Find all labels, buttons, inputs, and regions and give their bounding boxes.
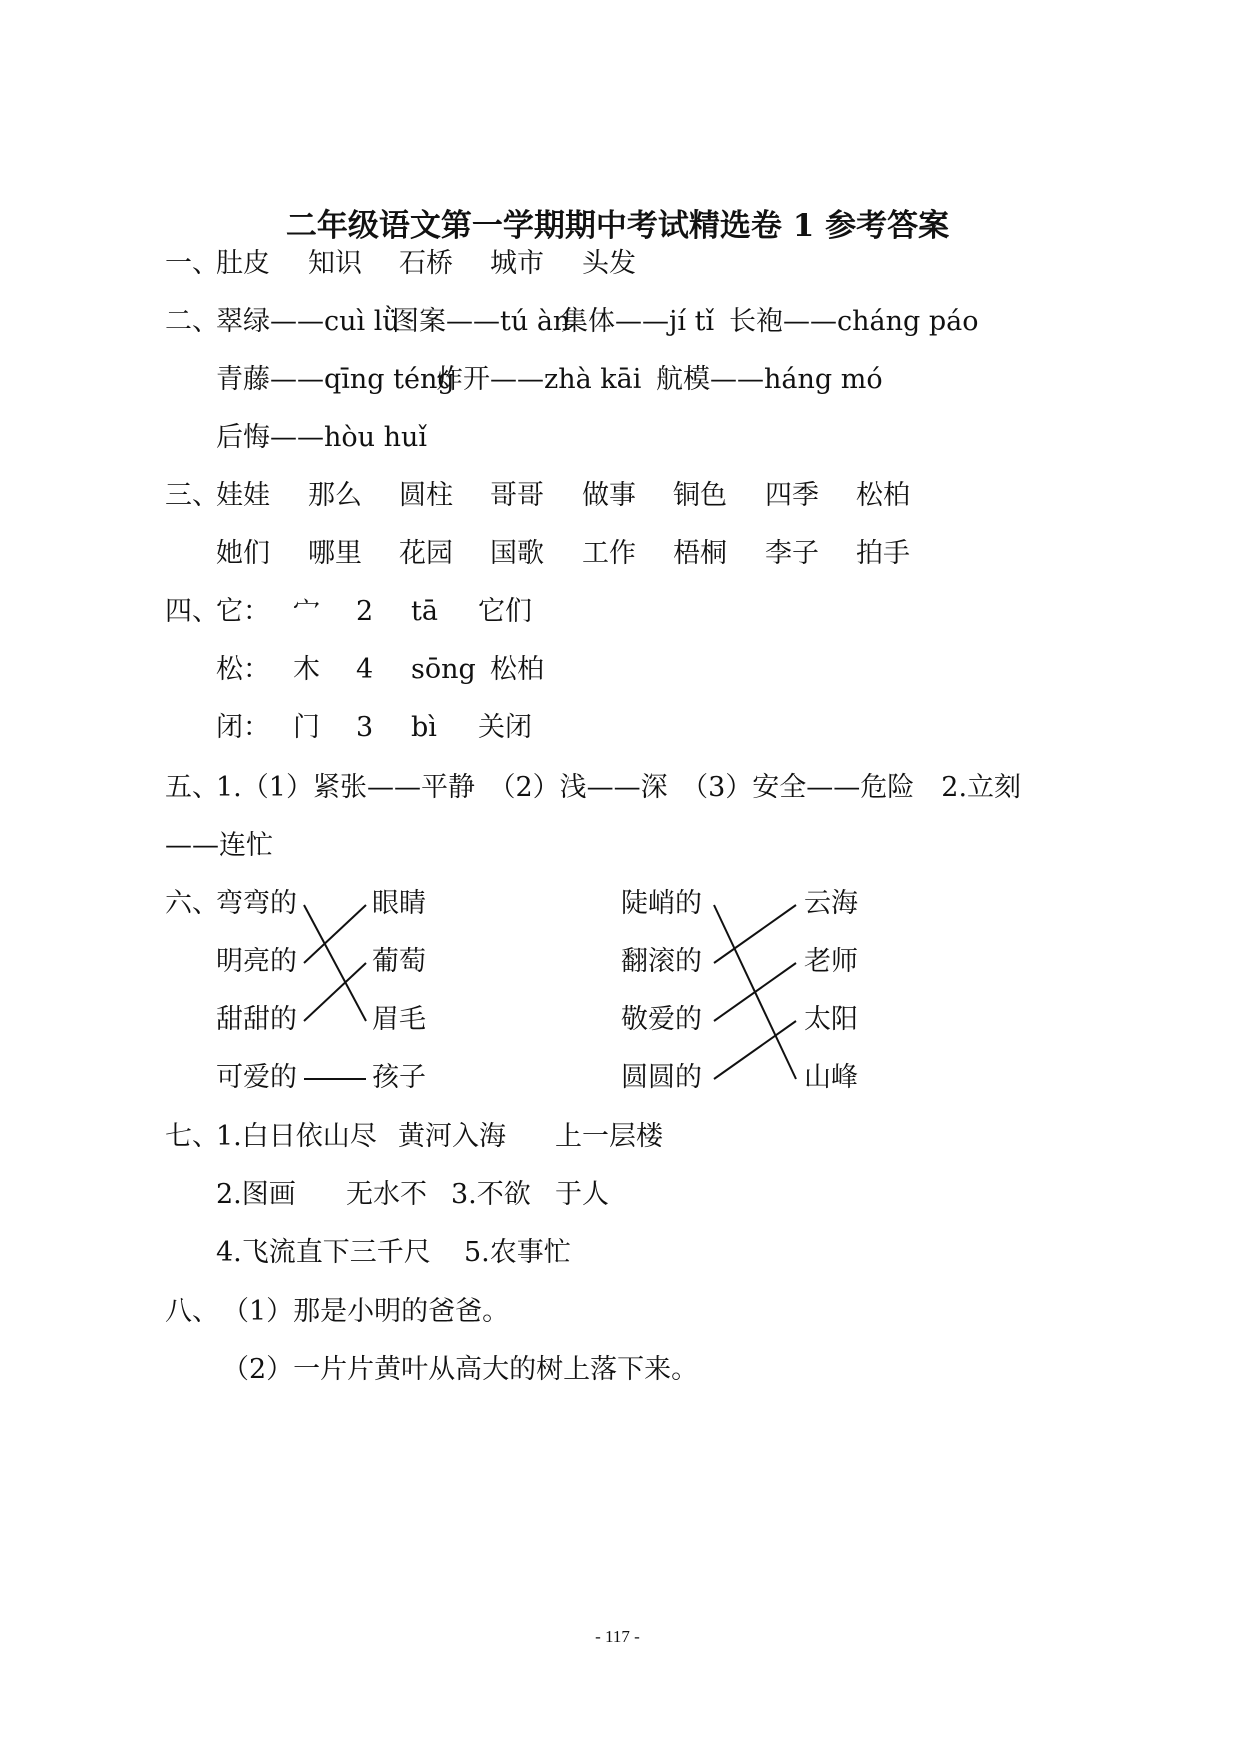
answer-word: 国歌 <box>490 538 544 569</box>
poem-answer: 黄河入海 <box>398 1121 506 1152</box>
pinyin-answer: 航模——háng mó <box>656 364 883 395</box>
poem-answer: 无水不 <box>346 1179 427 1210</box>
radical: 宀 <box>293 596 320 627</box>
match-right-b: 山峰 <box>804 1062 858 1093</box>
answer-word: 做事 <box>582 480 636 511</box>
section-label: 三、 <box>165 480 219 511</box>
answer-word: 石桥 <box>399 248 453 279</box>
answer-word: 李子 <box>765 538 819 569</box>
answer-word: 那么 <box>308 480 362 511</box>
pinyin: tā <box>411 596 438 627</box>
formed-word: 它们 <box>478 596 532 627</box>
section-label: 四、 <box>165 596 219 627</box>
group-b-match-line-4 <box>714 1021 796 1079</box>
antonym-answers: 1.（1）紧张——平静 （2）浅——深 （3）安全——危险 2.立刻 <box>216 772 1022 803</box>
match-left-b: 翻滚的 <box>621 946 702 977</box>
section-label: 六、 <box>165 888 219 919</box>
answer-word: 娃娃 <box>216 480 270 511</box>
answer-word: 城市 <box>490 248 544 279</box>
poem-answer: 上一层楼 <box>555 1121 663 1152</box>
pinyin-answer: 长袍——cháng páo <box>729 306 979 337</box>
group-b-match-line-3 <box>714 963 796 1021</box>
group-b-match-line-2 <box>714 905 796 963</box>
pinyin-answer: 集体——jí tǐ <box>561 306 715 337</box>
answer-word: 哥哥 <box>490 480 544 511</box>
page-number: - 117 - <box>595 1627 640 1646</box>
section-label: 五、 <box>165 772 219 803</box>
pinyin-answer: 青藤——qīng téng <box>216 364 455 395</box>
sentence-answer: （1）那是小明的爸爸。 <box>222 1296 510 1327</box>
match-left-b: 陡峭的 <box>621 888 702 919</box>
target-character: 闭： <box>216 712 270 743</box>
answer-word: 花园 <box>399 538 453 569</box>
match-left-a: 甜甜的 <box>216 1004 297 1035</box>
section-label: 八、 <box>165 1296 219 1327</box>
page-title: 二年级语文第一学期期中考试精选卷 1 参考答案 <box>285 208 950 244</box>
poem-answer: 于人 <box>555 1179 609 1210</box>
answer-word: 工作 <box>582 538 636 569</box>
match-right-a: 眼睛 <box>372 888 426 919</box>
answer-word: 四季 <box>765 480 819 511</box>
stroke-count: 2 <box>356 596 374 627</box>
group-a-match-line-1 <box>304 905 366 1021</box>
pinyin: bì <box>411 712 437 743</box>
answer-word: 头发 <box>582 248 636 279</box>
formed-word: 关闭 <box>478 712 532 743</box>
antonym-answers-continued: ——连忙 <box>165 830 273 861</box>
section-label: 七、 <box>165 1121 219 1152</box>
match-left-a: 可爱的 <box>216 1062 297 1093</box>
match-right-b: 云海 <box>804 888 858 919</box>
section-label: 一、 <box>165 248 219 279</box>
stroke-count: 3 <box>356 712 374 743</box>
poem-answer: 4.飞流直下三千尺 <box>216 1237 431 1268</box>
match-right-b: 老师 <box>804 946 858 977</box>
match-right-b: 太阳 <box>804 1004 858 1035</box>
answer-word: 拍手 <box>856 538 910 569</box>
poem-answer: 3.不欲 <box>451 1179 531 1210</box>
stroke-count: 4 <box>356 654 374 685</box>
answer-word: 哪里 <box>308 538 362 569</box>
answer-word: 肚皮 <box>216 248 270 279</box>
group-a-match-line-3 <box>304 963 366 1021</box>
radical: 木 <box>293 654 320 685</box>
group-a-match-line-2 <box>304 905 366 963</box>
answer-word: 她们 <box>216 538 270 569</box>
poem-answer: 2.图画 <box>216 1179 296 1210</box>
match-left-a: 弯弯的 <box>216 888 297 919</box>
radical: 门 <box>293 712 320 743</box>
section-label: 二、 <box>165 306 219 337</box>
formed-word: 松柏 <box>490 654 544 685</box>
answer-word: 圆柱 <box>399 480 453 511</box>
match-left-b: 敬爱的 <box>621 1004 702 1035</box>
pinyin-answer: 炸开——zhà kāi <box>436 364 642 395</box>
match-left-b: 圆圆的 <box>621 1062 702 1093</box>
answer-word: 知识 <box>308 248 362 279</box>
target-character: 它： <box>216 596 270 627</box>
pinyin-answer: 后悔——hòu huǐ <box>216 422 428 453</box>
poem-answer: 5.农事忙 <box>464 1237 571 1268</box>
answer-word: 松柏 <box>856 480 910 511</box>
match-right-a: 孩子 <box>372 1062 426 1093</box>
match-left-a: 明亮的 <box>216 946 297 977</box>
answer-word: 梧桐 <box>673 538 727 569</box>
match-right-a: 眉毛 <box>372 1004 426 1035</box>
pinyin: sōng <box>411 654 476 685</box>
poem-answer: 1.白日依山尽 <box>216 1121 377 1152</box>
pinyin-answer: 翠绿——cuì lǜ <box>216 306 400 337</box>
sentence-answer: （2）一片片黄叶从高大的树上落下来。 <box>222 1354 699 1385</box>
pinyin-answer: 图案——tú àn <box>392 306 571 337</box>
target-character: 松： <box>216 654 270 685</box>
match-right-a: 葡萄 <box>372 946 426 977</box>
answer-word: 铜色 <box>673 480 727 511</box>
